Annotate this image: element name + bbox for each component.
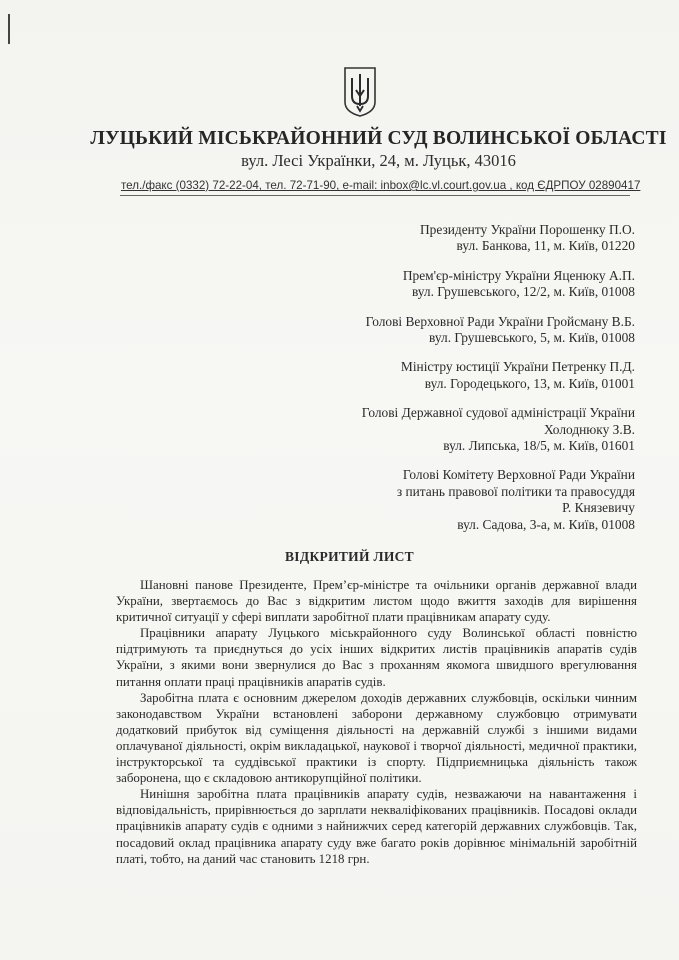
letter-heading: ВІДКРИТИЙ ЛИСТ	[285, 549, 414, 564]
recipient-parliament-head	[295, 314, 635, 347]
court-contacts	[121, 179, 641, 192]
letter-body	[116, 577, 637, 867]
binder-hole-mark	[8, 14, 10, 44]
letter-paragraph: Шановні панове Президенте, Прем’єр-міністре та очільники органів державної влади України, звертаємось до Вас з відкритим листом щодо вжиття заходів для вирішення критичної ситуації у сфері виплати заробітної плати працівникам апарату суду.	[116, 578, 637, 625]
recipient-prime-minister	[295, 268, 635, 301]
recipient-justice-minister	[295, 359, 635, 392]
contacts-text: тел./факс (0332) 72-22-04, тел. 72-71-90, e-mail: inbox@lc.vl.court.gov.ua , код ЄДРПОУ 02890417	[121, 179, 641, 192]
recipient-line: вул. Садова, 3-а, м. Київ, 01008	[457, 516, 635, 532]
court-name: ЛУЦЬКИЙ МІСЬКРАЙОННИЙ СУД ВОЛИНСЬКОЇ ОБЛАСТІ	[90, 128, 667, 149]
recipient-line: Прем'єр-міністру України Яценюку А.П.	[402, 267, 635, 283]
recipients-block	[295, 222, 635, 546]
recipient-line: вул. Грушевського, 12/2, м. Київ, 01008	[411, 284, 635, 300]
recipient-president	[295, 222, 635, 255]
recipient-line: вул. Городецького, 13, м. Київ, 01001	[424, 375, 635, 391]
recipient-line: вул. Банкова, 11, м. Київ, 01220	[456, 238, 635, 254]
letter-paragraph: Працівники апарату Луцького міськрайонного суду Волинської області повністю підтримують та приєднуться до усіх інших відкритих листів працівників апаратів судів України, з якими вони звернулися до Вас з проханням якомога швидшого врегулювання питання оплати праці працівників апаратів судів.	[116, 626, 637, 689]
recipient-line: Голові Державної судової адміністрації України	[361, 405, 635, 421]
recipient-line: Президенту України Порошенку П.О.	[420, 222, 635, 237]
court-address: вул. Лесі Українки, 24, м. Луцьк, 43016	[241, 151, 516, 170]
recipient-line: Міністру юстиції України Петренку П.Д.	[400, 359, 635, 375]
letter-paragraph: Заробітна плата є основним джерелом доходів державних службовців, оскільки чинним законодавством України встановлені заборони державному службовцю отримувати додатковий прибуток від суміщення діяльності на державній службі з іншими видами оплачуваної діяльності, окрім викладацької, наукової і творчої діяльності, медичної практики, інструкторської та суддівської практики із спорту. Підприємницька діяльність також заборонена, що є складовою антикорупційної політики.	[116, 690, 637, 786]
trident-coat-of-arms-icon	[343, 66, 377, 118]
recipient-line: вул. Грушевського, 5, м. Київ, 01008	[429, 330, 635, 346]
recipient-parliament-committee	[295, 467, 635, 533]
recipient-line: Холоднюку З.В.	[543, 421, 635, 437]
header-divider	[120, 195, 630, 196]
recipient-line: вул. Липська, 18/5, м. Київ, 01601	[443, 438, 635, 454]
recipient-line: Голові Верховної Ради України Гройсману В.Б.	[365, 313, 635, 329]
recipient-court-administration	[295, 405, 635, 454]
recipient-line: з питань правової політики та правосуддя	[396, 483, 635, 499]
letter-paragraph: Нинішня заробітна плата працівників апарату судів, незважаючи на навантаження і відповідальність, прирівнюється до зарплати некваліфікованих працівників. Посадові оклади працівників апарату судів є одними з найнижчих серед категорій державних службовців. Так, посадовий оклад працівника апарату суду вже багато років дорівнює мінімальній заробітній платі, тобто, на даний час становить 1218 грн.	[116, 787, 637, 866]
recipient-line: Р. Князевичу	[562, 500, 635, 516]
recipient-line: Голові Комітету Верховної Ради України	[402, 467, 635, 483]
